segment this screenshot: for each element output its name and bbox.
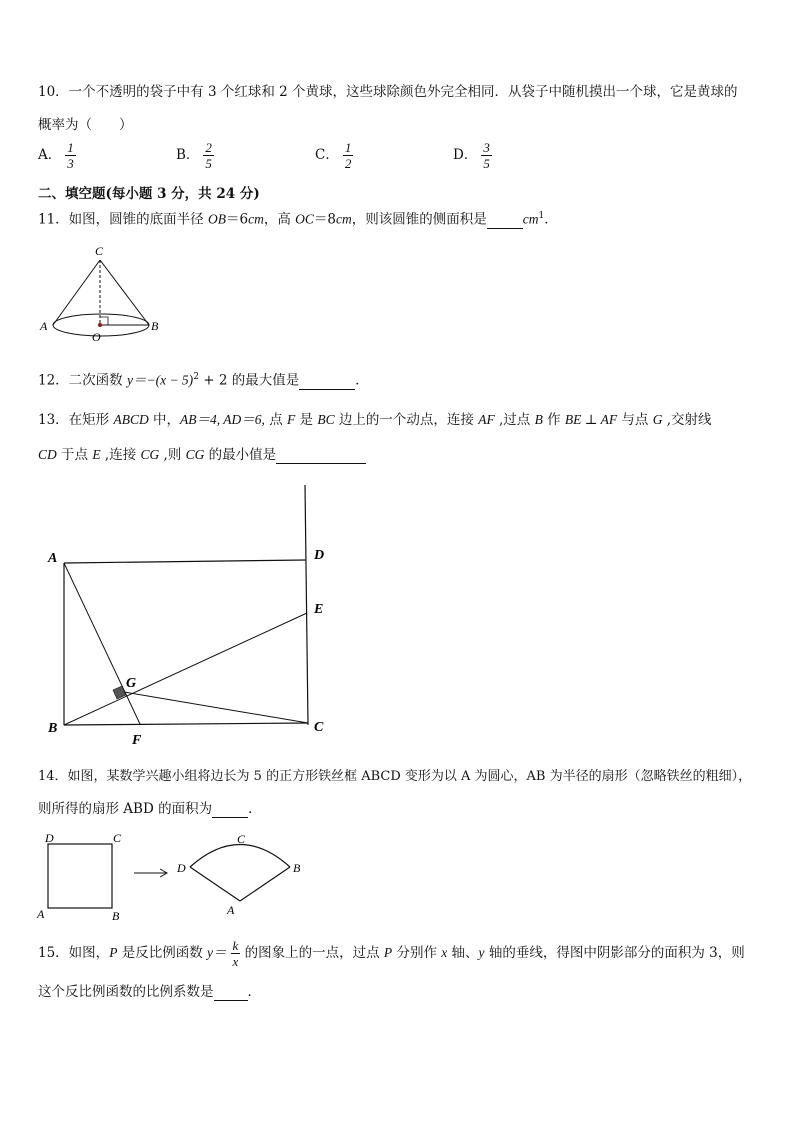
label-A: A (37, 907, 45, 921)
q10-option-b[interactable] (176, 140, 214, 171)
label-D: D (45, 831, 54, 845)
label-B: B (112, 909, 120, 923)
label-C: C (113, 831, 122, 845)
label-C: C (95, 244, 104, 258)
fraction: $\frac{k}{x}$ (232, 938, 239, 969)
q10-option-d[interactable] (453, 140, 492, 171)
option-label: D． (453, 147, 478, 163)
label-O: O (92, 330, 101, 344)
option-label: C． (315, 147, 339, 163)
label-C: C (314, 720, 324, 735)
rectangle-figure (40, 480, 340, 750)
answer-blank[interactable] (212, 803, 248, 818)
answer-blank[interactable] (487, 214, 523, 229)
q10-option-c[interactable] (315, 140, 353, 171)
q13-stem-line2: CD 于点 E ,连接 CG ,则 CG 的最小值是 (38, 446, 366, 464)
label-A: A (40, 319, 48, 333)
label-D2: D (177, 861, 186, 875)
q15-stem: 15．如图，P 是反比例函数 y＝ $\frac{k}{x}$ 的图象上的一点，过点 P 分别作 x 轴、y 轴的垂线，得图中阴影部分的面积为 3，则 (38, 938, 745, 969)
q10-stem-line2: 概率为（ ） (38, 117, 133, 133)
label-A: A (48, 551, 58, 566)
label-G: G (126, 676, 137, 691)
q11-stem: 11．如图，圆锥的底面半径 OB＝6cm，高 OC＝8cm，则该圆锥的侧面积是 $cm^1$． (38, 211, 558, 228)
label-C2: C (237, 832, 246, 846)
section-title: 二、填空题(每小题 3 分，共 24 分) (38, 186, 260, 202)
q13-stem: 13．在矩形 ABCD 中，AB＝4, AD＝6, 点 F 是 BC 边上的一个动点，连接 AF ,过点 B 作 BE ⊥ AF 与点 G ,交射线 (38, 412, 712, 428)
answer-blank[interactable] (299, 375, 355, 390)
cone-figure (36, 240, 176, 344)
answer-blank[interactable] (214, 986, 248, 1001)
square-to-sector-figure (34, 828, 314, 924)
answer-blank[interactable] (276, 449, 366, 464)
q10-option-a[interactable] (38, 140, 76, 171)
fraction: $\frac{2}{5}$ (205, 140, 212, 171)
label-E: E (314, 602, 324, 617)
label-D: D (314, 548, 325, 563)
fraction: $\frac{1}{3}$ (67, 140, 74, 171)
fraction: $\frac{3}{5}$ (483, 140, 490, 171)
q10-stem: 10．一个不透明的袋子中有 3 个红球和 2 个黄球，这些球除颜色外完全相同．从袋子中随机摸出一个球，它是黄球的 (38, 84, 738, 100)
q14-stem: 14．如图，某数学兴趣小组将边长为 5 的正方形铁丝框 ABCD 变形为以 A 为圆心，AB 为半径的扇形（忽略铁丝的粗细）， (38, 769, 752, 784)
label-B: B (151, 319, 159, 333)
q12-stem: 12．二次函数 $y=-(x - 5)^2 + 2$ 的最大值是 ． (38, 372, 369, 389)
label-A2: A (227, 903, 235, 917)
option-label: A． (38, 147, 62, 163)
label-F: F (132, 733, 142, 748)
label-B2: B (293, 861, 301, 875)
option-label: B． (176, 147, 200, 163)
q15-stem-line2: 这个反比例函数的比例系数是 ． (38, 984, 261, 1000)
label-B: B (48, 721, 58, 736)
q14-stem-line2: 则所得的扇形 ABD 的面积为 ． (38, 801, 262, 817)
fraction: $\frac{1}{2}$ (344, 140, 352, 171)
